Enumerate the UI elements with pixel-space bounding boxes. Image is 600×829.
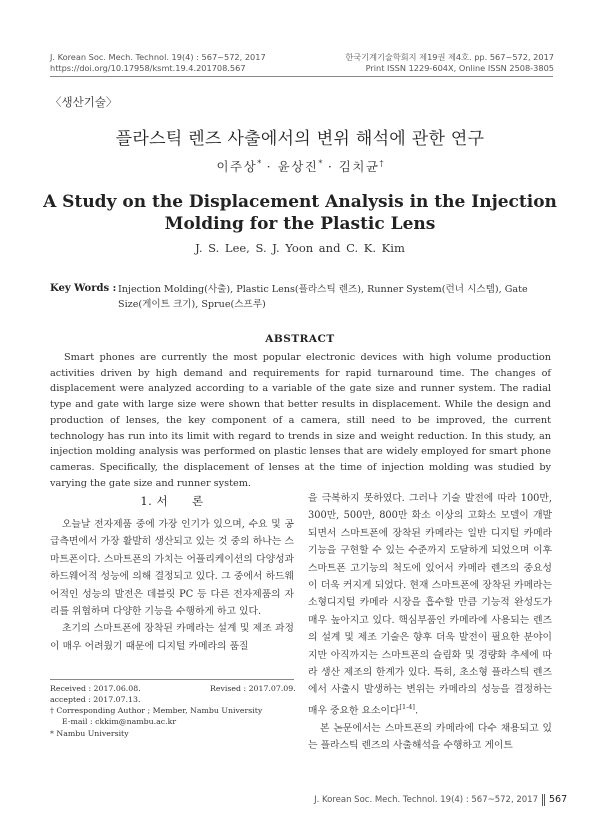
page-number: 567 xyxy=(549,794,568,805)
revised-date: Revised : 2017.07.09. xyxy=(210,684,296,693)
abstract-body: Smart phones are currently the most popular electronic devices with high volume production activities driven by high demand and requirements for rapid turnaround time. The changes of displacement were analyzed according to a variable of the gate size and runner system. The radial type and gate with large size were shown that better results in displacement. While the design and production of lenses, the key component of a camera, still need to be improved, the current technology has run into its limit with regard to trends in size and weight reduction. In this study, an injection molding analysis was performed on plastic lenses that are widely employed for smart phone cameras. Specifically, the displacement of lenses at the time of injection molding was studied by varying the gate size and runner system. xyxy=(50,352,551,489)
received-date: Received : 2017.06.08. xyxy=(50,684,141,693)
section-heading-introduction: 1. 서 론 xyxy=(140,494,204,508)
section-label: 〈생산기술〉 xyxy=(50,95,118,109)
author-1: 이주상 xyxy=(216,159,258,174)
author-3: 김치균 xyxy=(338,159,380,174)
author-2-mark: * xyxy=(318,158,323,168)
intro-paragraph-1: 오늘날 전자제품 중에 가장 인기가 있으며, 수요 및 공급측면에서 가장 활발히 생산되고 있는 것 중의 하나는 스마트폰이다. 스마트폰의 가치는 어플리케이션의 다양성과 하드웨어적 성능에 의해 결정되고 있다. 그 중에서 하드웨어적인 성능의 발전은 데블릿 PC 등 다른 전자제품의 자리를 위협하며 다양한 기능을 수행하게 하고 있다. xyxy=(50,519,294,618)
intro-paragraph-3 xyxy=(308,490,552,720)
footer-divider xyxy=(542,794,545,806)
accepted-date: accepted : 2017.07.13. xyxy=(50,695,141,704)
footer-citation: J. Korean Soc. Mech. Technol. 19(4) : 567~572, 2017 xyxy=(314,795,538,805)
intro-paragraph-2: 초기의 스마트폰에 장착된 카메라는 설계 및 제조 과정이 매우 어려웠기 때문에 디지털 카메라의 품질 xyxy=(50,623,294,652)
intro-paragraph-3-text: 을 극복하지 못하였다. 그러나 기술 발전에 따라 100만, 300만, 500만, 800만 화소 이상의 고화소 모델이 개발되면서 스마트폰에 장착된 카메라는 일반 디지털 카메라 기능을 구현할 수 있는 수준까지 도달하게 되었으며 이후 스마트폰 고기능의 척도에 있어서 카메라 렌즈의 중요성이 더욱 커지게 되었다. 현재 스마트폰에 장착된 카메라는 소형디지털 카메라 시장을 흡수할 만큼 기능적 완성도가 매우 높아지고 있다. 핵심부품인 카메라에 사용되는 렌즈의 설계 및 제조 기술은 향후 더욱 발전이 필요한 분야이지만 아직까지는 스마트폰의 슬림화 및 경량화 추세에 따라 생산 제조의 한계가 있다. 특히, 초소형 플라스틱 렌즈에서 사출시 발생하는 변위는 카메라의 성능을 결정하는 매우 중요한 요소이다 xyxy=(308,493,552,717)
author-2: 윤상진 xyxy=(277,159,319,174)
author-3-mark: † xyxy=(379,158,384,168)
authors-korean xyxy=(0,157,600,175)
body-column-right xyxy=(308,490,552,754)
abstract-heading: ABSTRACT xyxy=(265,333,335,345)
journal-citation-ko: 한국기계기술학회지 제19권 제4호. pp. 567~572, 2017 xyxy=(345,52,554,62)
body-column-left xyxy=(50,516,294,655)
journal-citation-en: J. Korean Soc. Mech. Technol. 19(4) : 567~572, 2017 xyxy=(50,52,266,62)
affiliation-note: * Nambu University xyxy=(50,729,129,738)
doi-link[interactable]: https://doi.org/10.17958/ksmt.19.4.201708.567 xyxy=(50,63,246,73)
author-separator: · xyxy=(261,159,278,174)
title-english-line-1: A Study on the Displacement Analysis in the Injection xyxy=(43,192,557,212)
citation-ref[interactable]: [1-4] xyxy=(399,702,415,711)
authors-english: J. S. Lee, S. J. Yoon and C. K. Kim xyxy=(195,241,405,255)
intro-paragraph-3-end: . xyxy=(414,705,419,717)
header-rule xyxy=(50,76,553,77)
author-separator: · xyxy=(322,159,339,174)
keywords-label: Key Words : xyxy=(50,283,117,294)
footnote-rule xyxy=(50,679,294,680)
keywords-text: Injection Molding(사출), Plastic Lens(플라스틱 렌즈), Runner System(런너 시스템), Gate Size(게이트 크기), Sprue(스프루) xyxy=(118,284,528,310)
author-email[interactable]: E-mail : ckkim@nambu.ac.kr xyxy=(62,717,177,726)
corresponding-author: † Corresponding Author ; Member, Nambu University xyxy=(50,706,263,715)
author-1-mark: * xyxy=(257,158,262,168)
title-korean: 플라스틱 렌즈 사출에서의 변위 해석에 관한 연구 xyxy=(115,129,485,149)
issn-line: Print ISSN 1229-604X, Online ISSN 2508-3805 xyxy=(365,63,554,73)
intro-paragraph-4: 본 논문에서는 스마트폰의 카메라에 다수 채용되고 있는 플라스틱 렌즈의 사출해석을 수행하고 게이트 xyxy=(308,722,552,751)
title-english-line-2: Molding for the Plastic Lens xyxy=(164,214,436,234)
